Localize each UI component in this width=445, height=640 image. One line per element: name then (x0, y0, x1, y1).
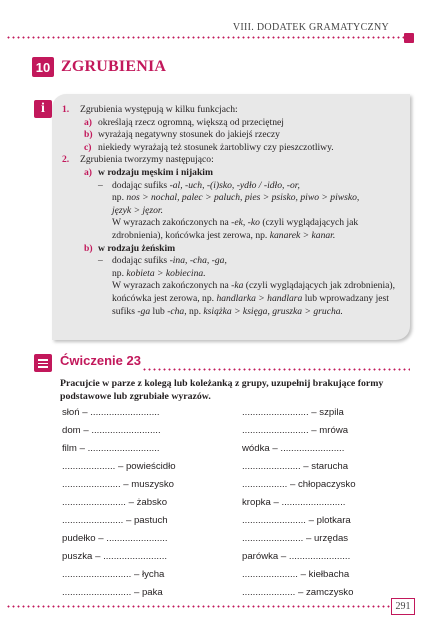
rule-number: 2. (62, 154, 70, 166)
example-words: kobieta > kobiecina. (126, 267, 206, 279)
exercise-item[interactable]: ................. – chłopaczysko (242, 479, 356, 490)
exercise-item[interactable]: ......................... – mrówa (242, 425, 349, 436)
exercise-item[interactable]: wódka – ........................ (242, 443, 345, 454)
example-words: nos > nochal, palec > paluch, pies > psisko, piwo > piwsko, (126, 192, 360, 204)
chapter-number: 10 (32, 57, 54, 77)
exercise-item[interactable]: ......................... – szpila (242, 407, 344, 418)
chapter-heading (32, 57, 166, 77)
rule-text: dodając sufiks (112, 255, 170, 267)
rule-subheading: w rodzaju męskim i nijakim (98, 166, 213, 178)
rule-text: W wyrazach zakończonych na (112, 217, 232, 229)
rule-text: Zgrubienia występują w kilku funkcjach: (80, 104, 238, 115)
rule-text: np. (112, 267, 127, 279)
example-words: handlarka > handlara (216, 292, 303, 304)
exercise-item[interactable]: .................... – powieścidło (62, 461, 176, 472)
exercise-item[interactable]: .......................... – paka (62, 587, 163, 598)
exercise-item[interactable]: pudełko – ....................... (62, 533, 168, 544)
exercise-item[interactable]: dom – .......................... (62, 425, 161, 436)
exercise-list-icon (34, 354, 52, 372)
rule-letter: b) (84, 242, 93, 254)
exercise-item[interactable]: puszka – ........................ (62, 551, 168, 562)
exercise-item[interactable]: kropka – ........................ (242, 497, 346, 508)
exercise-item[interactable]: film – ........................... (62, 443, 160, 454)
exercise-item[interactable]: .................... – zamczysko (242, 587, 354, 598)
exercise-item[interactable]: parówka – ....................... (242, 551, 351, 562)
suffix-list: -ga (137, 305, 151, 317)
rule-text: (czyli wyglądających jak zdrobnienia), końcówka jest zerowa, np. (112, 280, 395, 304)
exercise-item[interactable]: ...................... – muszysko (62, 479, 174, 490)
rule-text: (czyli wyglądających jak zdrobnienia), końcówka jest zerowa, np. (112, 217, 359, 241)
bottom-dotted-rule (6, 605, 390, 608)
rule-text: W wyrazach zakończonych na (112, 280, 232, 292)
example-words: kanarek > kanar. (269, 229, 336, 241)
rule-text: lub wprowadzany jest sufiks (112, 292, 389, 317)
example-words: język > jęzor. (112, 204, 163, 216)
dash: – (98, 255, 103, 267)
exercise-item[interactable]: ........................ – plotkara (242, 515, 351, 526)
chapter-title: ZGRUBIENIA (61, 58, 167, 75)
rule-text: określają rzecz ogromną, większą od przeciętnej (98, 116, 284, 128)
suffix-list: -ek, -ko (231, 217, 260, 229)
rule-letter: a) (84, 166, 92, 178)
rule-text: Zgrubienia tworzymy następująco: (80, 154, 214, 166)
info-icon: i (34, 100, 52, 118)
dash: – (98, 179, 103, 191)
suffix-list: -al, -uch, -(i)sko, -ydło / -idło, -or, (169, 179, 300, 191)
page-number: 291 (391, 598, 415, 615)
rule-letter: a) (84, 116, 92, 128)
grammar-rules (62, 104, 402, 318)
exercise-item[interactable]: ....................... – urzędas (242, 533, 349, 544)
exercise-item[interactable]: ........................ – żabsko (62, 497, 168, 508)
exercise-item[interactable]: .......................... – łycha (62, 569, 165, 580)
exercise-dotted-rule (142, 368, 410, 371)
exercise-instruction: Pracujcie w parze z kolegą lub koleżanką z grupy, uzupełnij brakujące formy podstawowe lub zgrubiałe wyrazów. (60, 378, 384, 402)
top-dotted-rule (6, 36, 406, 39)
rule-subheading: w rodzaju żeńskim (98, 242, 176, 254)
suffix-list: -cha (167, 305, 185, 317)
exercise-title: Ćwiczenie 23 (60, 353, 141, 368)
top-corner-square (404, 33, 414, 43)
rule-letter: c) (84, 141, 92, 153)
exercise-item[interactable]: słoń – .......................... (62, 407, 160, 418)
exercise-item[interactable]: ...................... – starucha (242, 461, 349, 472)
rule-text: niekiedy wyrażają też stosunek żartobliwy czy pieszczotliwy. (98, 141, 334, 153)
exercise-item[interactable]: ....................... – pastuch (62, 515, 168, 526)
suffix-list: -ka (231, 280, 244, 292)
example-words: książka > księga, gruszka > grucha. (203, 305, 343, 317)
rule-letter: b) (84, 129, 93, 141)
rule-text: , np. (184, 305, 204, 317)
suffix-list: -ina, -cha, -ga, (169, 255, 227, 267)
running-head: VIII. DODATEK GRAMATYCZNY (232, 22, 389, 33)
rule-text: np. (112, 192, 127, 204)
rule-text: dodając sufiks (112, 179, 170, 191)
rule-text: wyrażają negatywny stosunek do jakiejś rzeczy (98, 129, 280, 141)
rule-text: lub (150, 305, 168, 317)
rule-number: 1. (62, 104, 70, 115)
exercise-item[interactable]: ..................... – kiełbacha (242, 569, 350, 580)
